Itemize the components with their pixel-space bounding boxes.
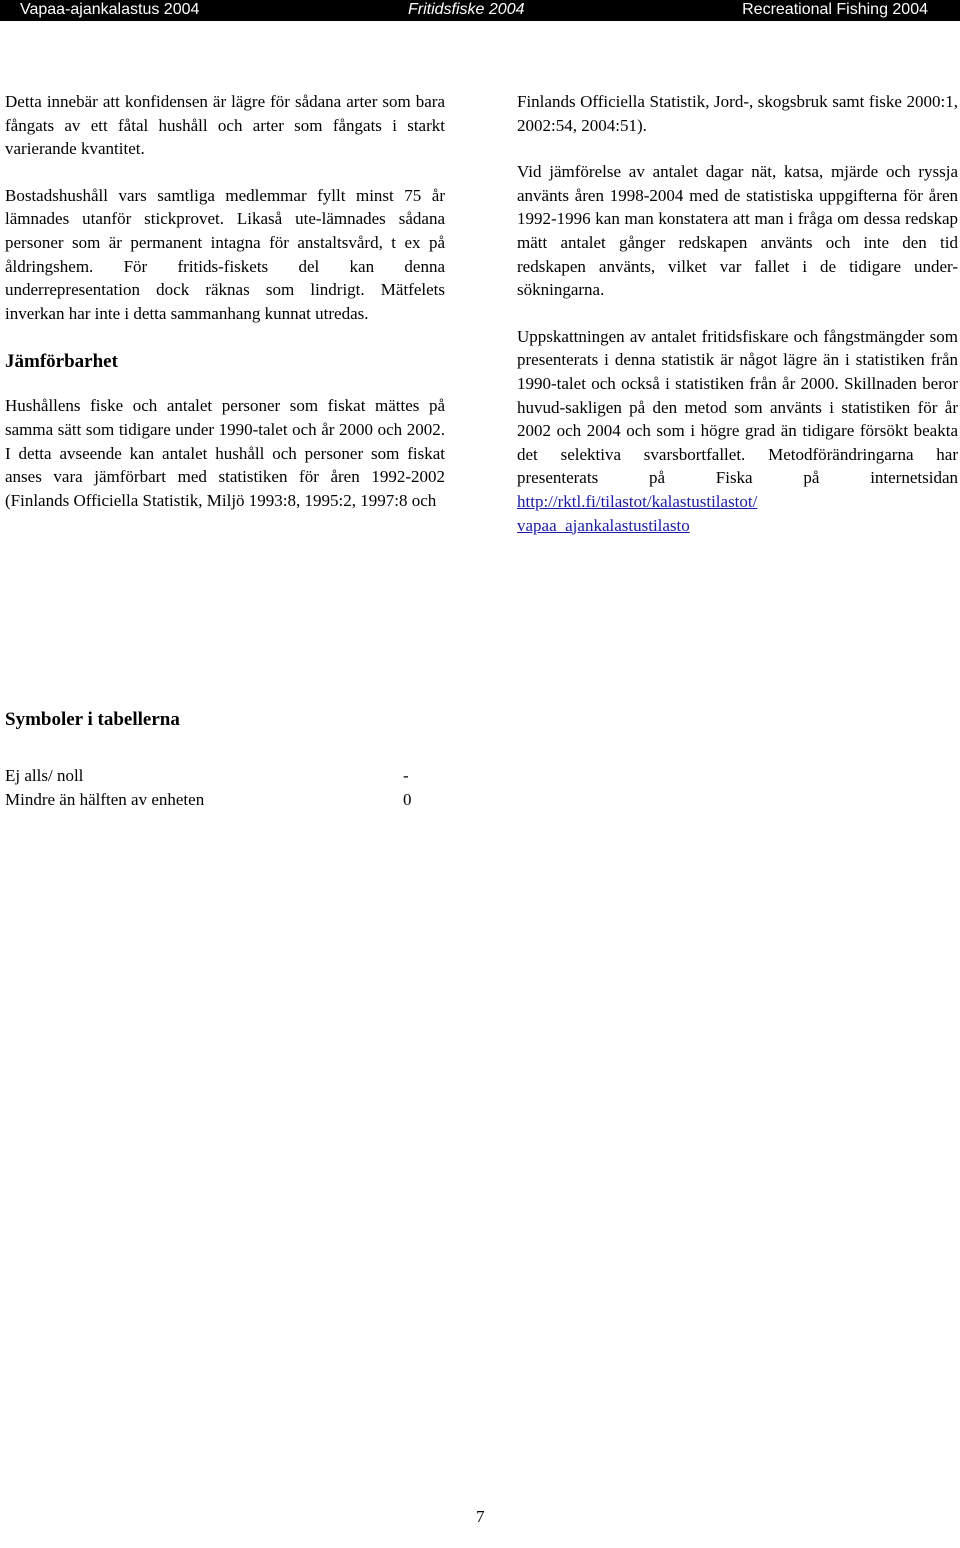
- left-column: [5, 90, 445, 512]
- website-link[interactable]: [517, 492, 757, 535]
- right-column: [517, 90, 958, 537]
- statistics-reference-paragraph: Finlands Officiella Statistik, Jord-, skogsbruk samt fiske 2000:1, 2002:54, 2004:51).: [517, 92, 958, 135]
- running-header: [0, 0, 960, 21]
- header-center-title: Fritidsfiske 2004: [408, 1, 525, 18]
- website-link-line1[interactable]: http://rktl.fi/tilastot/kalastustilastot/: [517, 491, 758, 511]
- symbol-label: Ej alls/ noll: [5, 766, 84, 785]
- header-left-title: Vapaa-ajankalastus 2004: [20, 1, 200, 18]
- confidence-paragraph: Detta innebär att konfidensen är lägre för sådana arter som bara fångats av ett fåtal hushåll och arter som fångats i starkt varierande kvantitet.: [5, 92, 445, 159]
- gear-comparison-paragraph: Vid jämförelse av antalet dagar nät, katsa, mjärde och ryssja använts åren 1998-2004 med de statistiska uppgifterna för åren 1992-1996 kan man konstatera att man i fråga om dessa redskap mätt antalet gånger redskapen använts och inte den tid redskapen använts, vilket var fallet i de tidigare under-sökningarna.: [517, 162, 958, 300]
- symbol-row: [5, 764, 425, 788]
- sample-exclusion-paragraph: Bostadshushåll vars samtliga medlemmar fyllt minst 75 år lämnades utanför stickprovet. Likaså ute-lämnades sådana personer som är permanent intagna för anstaltsvård, t ex på åldringshem. För fritids-fiskets del kan denna underrepresentation dock räknas som lindrigt. Mätfelets inverkan har inte i detta sammanhang kunnat utredas.: [5, 185, 445, 323]
- estimate-paragraph: [517, 325, 958, 537]
- website-link-line2[interactable]: vapaa_ajankalastustilasto: [517, 515, 690, 535]
- comparability-paragraph: Hushållens fiske och antalet personer som fiskat mättes på samma sätt som tidigare under 1990-talet och år 2000 och 2002. I detta avseende kan antalet hushåll och personer som fiskat anses vara jämförbart med statistiken för åren 1992-2002 (Finlands Officiella Statistik, Miljö 1993:8, 1995:2, 1997:8 och: [5, 396, 445, 510]
- estimate-text: Uppskattningen av antalet fritidsfiskare och fångstmängder som presenterats i denna statistik är något lägre än i statistiken från 1990-talet och också i statistiken från år 2000. Skillnaden beror huvud-sakligen på den metod som använts i statistiken för år 2002 och 2004 och som i högre grad än tidigare försökt beakta det selektiva svarsbortfallet. Metodförändringarna har presenterats på Fiska på internetsidan: [517, 326, 958, 488]
- header-right-title: Recreational Fishing 2004: [742, 1, 928, 18]
- page-number: 7: [476, 1507, 485, 1526]
- symbols-section: [5, 708, 425, 812]
- symbol-row: [5, 788, 425, 812]
- symbol-value: 0: [403, 790, 412, 809]
- symbol-value: -: [403, 766, 409, 785]
- symbol-label: Mindre än hälften av enheten: [5, 790, 205, 809]
- comparability-heading: Jämförbarhet: [5, 351, 118, 373]
- symbols-heading: Symboler i tabellerna: [5, 709, 180, 730]
